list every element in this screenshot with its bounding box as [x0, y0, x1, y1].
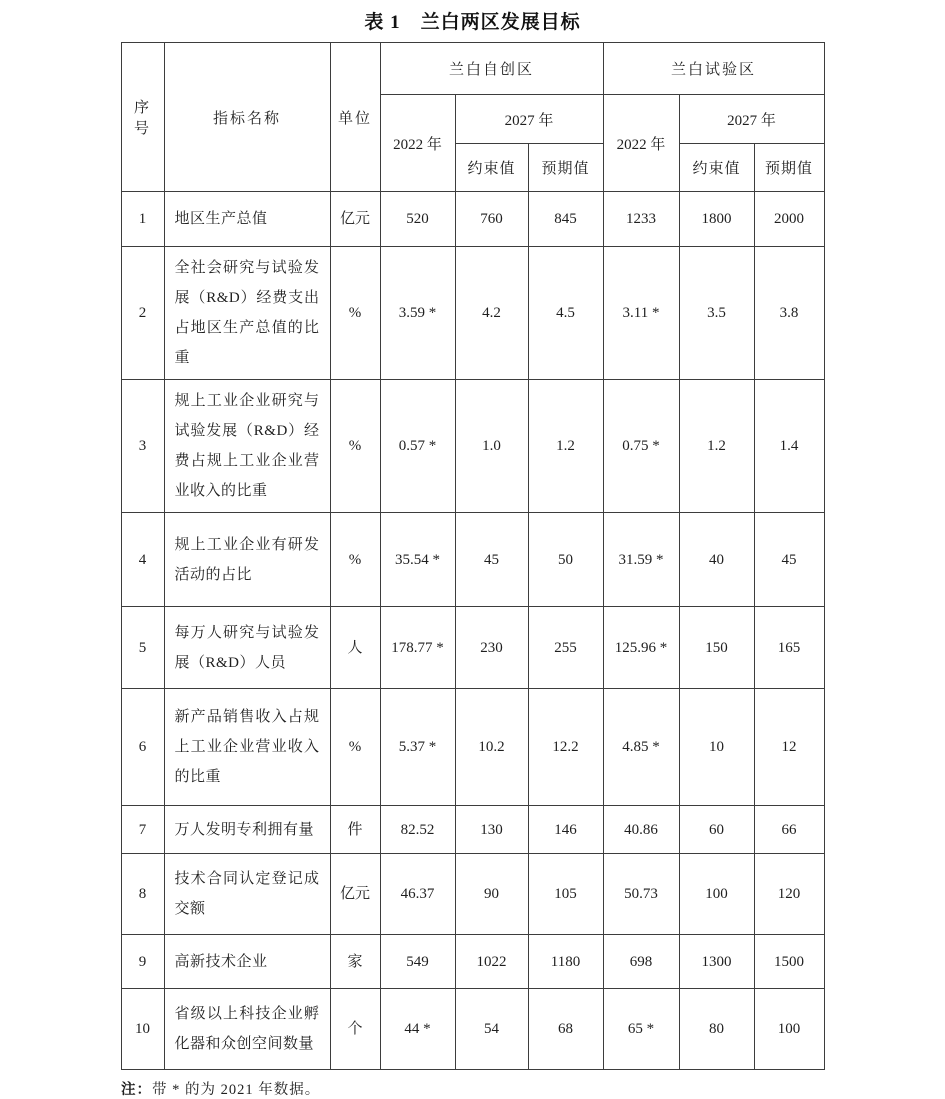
cell-seq: 1: [121, 192, 164, 247]
cell-seq: 2: [121, 247, 164, 380]
cell-unit: 家: [330, 935, 380, 989]
cell-g1-2027-constraint-value: 1.0: [455, 380, 528, 513]
header-g1-expected: 预期值: [528, 144, 603, 192]
cell-unit: %: [330, 689, 380, 806]
header-g1-constraint: 约束值: [455, 144, 528, 192]
footnote-prefix: 注：: [121, 1082, 152, 1098]
cell-g1-2027-expected-value: 255: [528, 607, 603, 689]
cell-seq: 4: [121, 513, 164, 607]
cell-g1-2022-value: 520: [380, 192, 455, 247]
header-g2-expected: 预期值: [754, 144, 824, 192]
table-row: [121, 806, 824, 854]
cell-g1-2022-value: 35.54 *: [380, 513, 455, 607]
cell-g2-2027-expected-value: 100: [754, 989, 824, 1070]
header-group-zichuangqu: 兰白自创区: [380, 43, 603, 95]
header-seq: 序号: [121, 43, 164, 192]
footnote: [121, 1078, 824, 1099]
cell-g1-2027-constraint-value: 1022: [455, 935, 528, 989]
cell-indicator-name: 规上工业企业研究与试验发展（R&D）经费占规上工业企业营业收入的比重: [164, 380, 330, 513]
cell-g2-2022-value: 31.59 *: [603, 513, 679, 607]
cell-unit: %: [330, 513, 380, 607]
cell-unit: %: [330, 380, 380, 513]
table-row: [121, 380, 824, 513]
cell-g1-2027-constraint-value: 760: [455, 192, 528, 247]
cell-g2-2027-constraint-value: 80: [679, 989, 754, 1070]
cell-g2-2027-constraint-value: 10: [679, 689, 754, 806]
cell-g1-2027-expected-value: 1.2: [528, 380, 603, 513]
cell-indicator-name: 高新技术企业: [164, 935, 330, 989]
cell-g1-2027-expected-value: 845: [528, 192, 603, 247]
cell-g2-2027-expected-value: 66: [754, 806, 824, 854]
cell-g2-2022-value: 50.73: [603, 854, 679, 935]
cell-g1-2027-expected-value: 12.2: [528, 689, 603, 806]
cell-unit: 亿元: [330, 854, 380, 935]
cell-g2-2022-value: 3.11 *: [603, 247, 679, 380]
table-row: [121, 989, 824, 1070]
footnote-text: 带 * 的为 2021 年数据。: [152, 1082, 321, 1098]
cell-g2-2027-expected-value: 12: [754, 689, 824, 806]
cell-g2-2027-expected-value: 2000: [754, 192, 824, 247]
table-row: [121, 192, 824, 247]
cell-unit: 亿元: [330, 192, 380, 247]
cell-g1-2027-expected-value: 68: [528, 989, 603, 1070]
cell-g1-2027-constraint-value: 230: [455, 607, 528, 689]
cell-unit: 件: [330, 806, 380, 854]
table-title: 表 1 兰白两区发展目标: [364, 12, 581, 33]
cell-g1-2027-constraint-value: 54: [455, 989, 528, 1070]
cell-indicator-name: 每万人研究与试验发展（R&D）人员: [164, 607, 330, 689]
table-row: [121, 854, 824, 935]
table-row: [121, 935, 824, 989]
cell-indicator-name: 万人发明专利拥有量: [164, 806, 330, 854]
cell-g1-2022-value: 5.37 *: [380, 689, 455, 806]
cell-g2-2027-constraint-value: 1300: [679, 935, 754, 989]
cell-g1-2027-expected-value: 50: [528, 513, 603, 607]
cell-g2-2022-value: 698: [603, 935, 679, 989]
cell-unit: 个: [330, 989, 380, 1070]
cell-seq: 10: [121, 989, 164, 1070]
cell-g1-2022-value: 178.77 *: [380, 607, 455, 689]
cell-g1-2022-value: 0.57 *: [380, 380, 455, 513]
cell-g1-2022-value: 3.59 *: [380, 247, 455, 380]
cell-g1-2027-expected-value: 146: [528, 806, 603, 854]
cell-g2-2022-value: 125.96 *: [603, 607, 679, 689]
cell-g2-2027-constraint-value: 40: [679, 513, 754, 607]
cell-g1-2027-constraint-value: 130: [455, 806, 528, 854]
cell-g2-2027-constraint-value: 1800: [679, 192, 754, 247]
cell-indicator-name: 省级以上科技企业孵化器和众创空间数量: [164, 989, 330, 1070]
cell-g2-2022-value: 40.86: [603, 806, 679, 854]
cell-seq: 6: [121, 689, 164, 806]
cell-g2-2027-constraint-value: 3.5: [679, 247, 754, 380]
cell-g2-2027-expected-value: 45: [754, 513, 824, 607]
cell-g2-2027-expected-value: 120: [754, 854, 824, 935]
cell-g2-2027-expected-value: 1500: [754, 935, 824, 989]
cell-g2-2027-constraint-value: 60: [679, 806, 754, 854]
cell-seq: 9: [121, 935, 164, 989]
cell-indicator-name: 技术合同认定登记成交额: [164, 854, 330, 935]
cell-g1-2027-constraint-value: 90: [455, 854, 528, 935]
cell-g2-2027-expected-value: 3.8: [754, 247, 824, 380]
header-g2-constraint: 约束值: [679, 144, 754, 192]
header-g2-2027: 2027 年: [679, 95, 824, 144]
header-g1-2022: 2022 年: [380, 95, 455, 192]
cell-indicator-name: 地区生产总值: [164, 192, 330, 247]
header-unit: 单位: [330, 43, 380, 192]
table-row: [121, 607, 824, 689]
cell-g1-2027-expected-value: 4.5: [528, 247, 603, 380]
cell-g2-2027-expected-value: 1.4: [754, 380, 824, 513]
cell-seq: 7: [121, 806, 164, 854]
cell-g2-2022-value: 4.85 *: [603, 689, 679, 806]
header-indicator-name: 指标名称: [164, 43, 330, 192]
cell-g1-2027-constraint-value: 4.2: [455, 247, 528, 380]
cell-g1-2022-value: 44 *: [380, 989, 455, 1070]
cell-indicator-name: 规上工业企业有研发活动的占比: [164, 513, 330, 607]
cell-g2-2022-value: 1233: [603, 192, 679, 247]
cell-g2-2027-constraint-value: 150: [679, 607, 754, 689]
cell-unit: 人: [330, 607, 380, 689]
table-row: [121, 689, 824, 806]
cell-indicator-name: 新产品销售收入占规上工业企业营业收入的比重: [164, 689, 330, 806]
cell-g1-2022-value: 82.52: [380, 806, 455, 854]
cell-g2-2022-value: 0.75 *: [603, 380, 679, 513]
cell-seq: 5: [121, 607, 164, 689]
table-header: [121, 43, 824, 192]
cell-g1-2027-expected-value: 105: [528, 854, 603, 935]
cell-seq: 3: [121, 380, 164, 513]
cell-indicator-name: 全社会研究与试验发展（R&D）经费支出占地区生产总值的比重: [164, 247, 330, 380]
cell-unit: %: [330, 247, 380, 380]
cell-g1-2022-value: 46.37: [380, 854, 455, 935]
table-row: [121, 513, 824, 607]
cell-g1-2027-constraint-value: 45: [455, 513, 528, 607]
cell-g1-2022-value: 549: [380, 935, 455, 989]
cell-seq: 8: [121, 854, 164, 935]
cell-g2-2022-value: 65 *: [603, 989, 679, 1070]
table-body: [121, 192, 824, 1070]
cell-g2-2027-constraint-value: 100: [679, 854, 754, 935]
cell-g2-2027-expected-value: 165: [754, 607, 824, 689]
header-row-groups: [121, 43, 824, 95]
header-g2-2022: 2022 年: [603, 95, 679, 192]
table-row: [121, 247, 824, 380]
cell-g1-2027-expected-value: 1180: [528, 935, 603, 989]
development-goals-table: [121, 42, 825, 1070]
header-g1-2027: 2027 年: [455, 95, 603, 144]
header-group-shiyanqu: 兰白试验区: [603, 43, 824, 95]
cell-g2-2027-constraint-value: 1.2: [679, 380, 754, 513]
cell-g1-2027-constraint-value: 10.2: [455, 689, 528, 806]
